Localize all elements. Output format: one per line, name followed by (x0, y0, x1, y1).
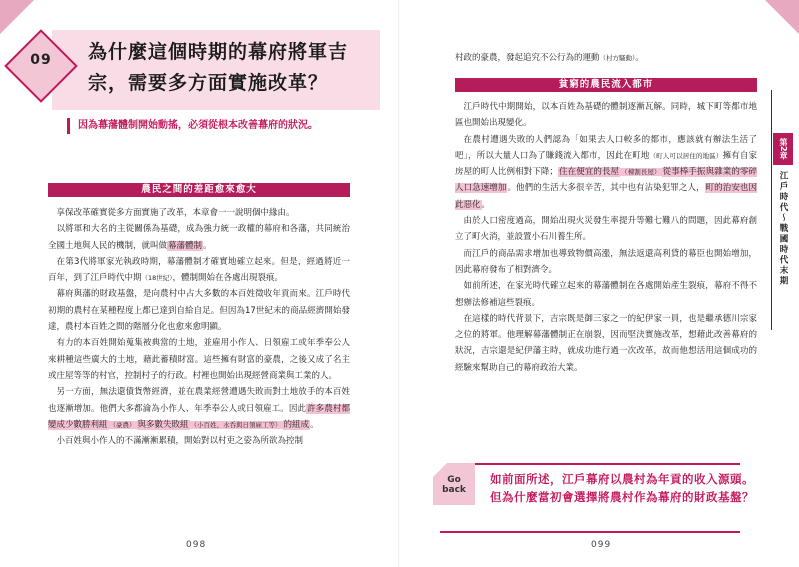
goback-question: 如前面所述，江戶幕府以農村為年貢的收入源頭。但為什麼當初會選擇將農村作為幕府的財政基盤？ (490, 472, 754, 504)
left-para-2: 以將軍和大名的主從關係為基礎，成為強力統一政權的幕府和各藩，共同統治全國土地與人民的機制，就叫做幕藩體制。 (48, 224, 350, 251)
left-para-7: 小百姓與小作人的不滿漸漸累積，開始對以村吏之姿為所欲為控制 (56, 436, 304, 447)
chapter-side-tab (773, 133, 793, 287)
goback-badge (433, 463, 475, 505)
left-para-6: 另一方面，無法還債貨幣經濟，並在農業經營遭遇失敗而對土地放手的本百姓也逐漸增加。他們大多都淪為小作人、年季奉公人或日領雇工。因此許多農村都變成少數勝利組 （豪農） 與多數失敗組 （小百姓、水呑與日領雇工等） 的組成。 (48, 387, 350, 430)
right-para-2: 在農村遭遇失敗的人們認為「如果去人口較多的都市，應該就有辦法生活了吧」，所以大量人口為了賺錢流入都市，因此在町地（町人可以居住的地區）擁有自家房屋的町人比例相對下降；住在便宜的長屋 （棟割長屋） 從事棒手振與雜業的零碎人口急速增加。他們的生活大多很辛苦，其中也有沾染犯罪之人，町的治安也因此惡化。 (455, 134, 757, 210)
right-para-0: 村政的豪農，發起追究不公行為的運動（村方騷動）。 (455, 53, 644, 63)
right-body-text (455, 99, 757, 376)
right-para-4: 而江戶的商品需求增加也導致物價高漲，無法返還高利貸的幕臣也開始增加，因此幕府發布了相對濟令。 (455, 248, 757, 275)
left-para-1: 享保改革確實從多方面實施了改革，本章會一一說明個中緣由。 (56, 208, 295, 218)
page-title: 為什麼這個時期的幕府將軍吉宗，需要多方面實施改革？ (88, 41, 349, 94)
left-para-4: 幕府與藩的財政基盤，是向農村中占大多數的本百姓徵收年貢而來。江戶時代初期的農村在某種程度上都已達到自給自足。但因為17世紀末的商品經濟開始發達，農村本百姓之間的階層分化也愈來愈明顯。 (48, 289, 350, 333)
goback-label: Go back (442, 475, 466, 495)
right-para-1: 江戶時代中期開始，以本百姓為基礎的體制逐漸瓦解。同時，城下町等都市地區也開始出現變化。 (455, 102, 757, 129)
right-para-3: 由於人口密度過高，開始出現火災發生率提升等難七難八的問題，因此幕府創立了町火消，並設置小石川養生所。 (455, 216, 757, 243)
section-heading-right: 貧窮的農民流入都市 (455, 78, 757, 92)
page-number-right: 099 (591, 540, 612, 550)
chapter-badge-number: 09 (30, 52, 52, 68)
left-body-text (48, 205, 350, 449)
chapter-tab-title: 江戶時代～戰國時代末期 (778, 171, 788, 287)
right-para-5: 如前所述，在家光時代確立起來的幕藩體制在各處開始產生裂痕，幕府不得不想辦法修補這些裂痕。 (455, 281, 757, 308)
right-para-6: 在這樣的時代背景下，吉宗既是御三家之一的紀伊家一員，也是繼承德川宗家之位的將軍。他理解幕藩體制正在崩裂，因而堅決實施改革，想藉此改善幕府的狀況，吉宗還是紀伊藩主時，就成功進行過一次改革，故而他想活用這個成功的經驗來幫助自己的幕府政治大業。 (455, 313, 757, 373)
cause-summary: 因為幕藩體制開始動搖，必須從根本改善幕府的狀況。 (67, 118, 346, 134)
side-tab-line (771, 90, 772, 330)
left-para-3: 在第3代將軍家光執政時期，幕藩體制才確實地確立起來。但是，經過將近一百年，到了江戶時代中期（18世紀），體制開始在各處出現裂痕。 (48, 256, 350, 284)
chapter-tab-label: 第2章 (773, 133, 793, 165)
right-top-text (455, 50, 757, 66)
page-number-left: 098 (186, 540, 207, 550)
section-heading-left: 農民之間的差距愈來愈大 (48, 183, 350, 197)
left-para-5: 有力的本百姓開始蒐集被典當的土地，並雇用小作人、日領雇工或年季奉公人來耕種這些廣大的土地，藉此蓄積財富。這些擁有財富的豪農，之後又成了名主或庄屋等等的村官，控制村子的行政。村裡也開始出現經營商業與工業的人。 (48, 338, 350, 381)
